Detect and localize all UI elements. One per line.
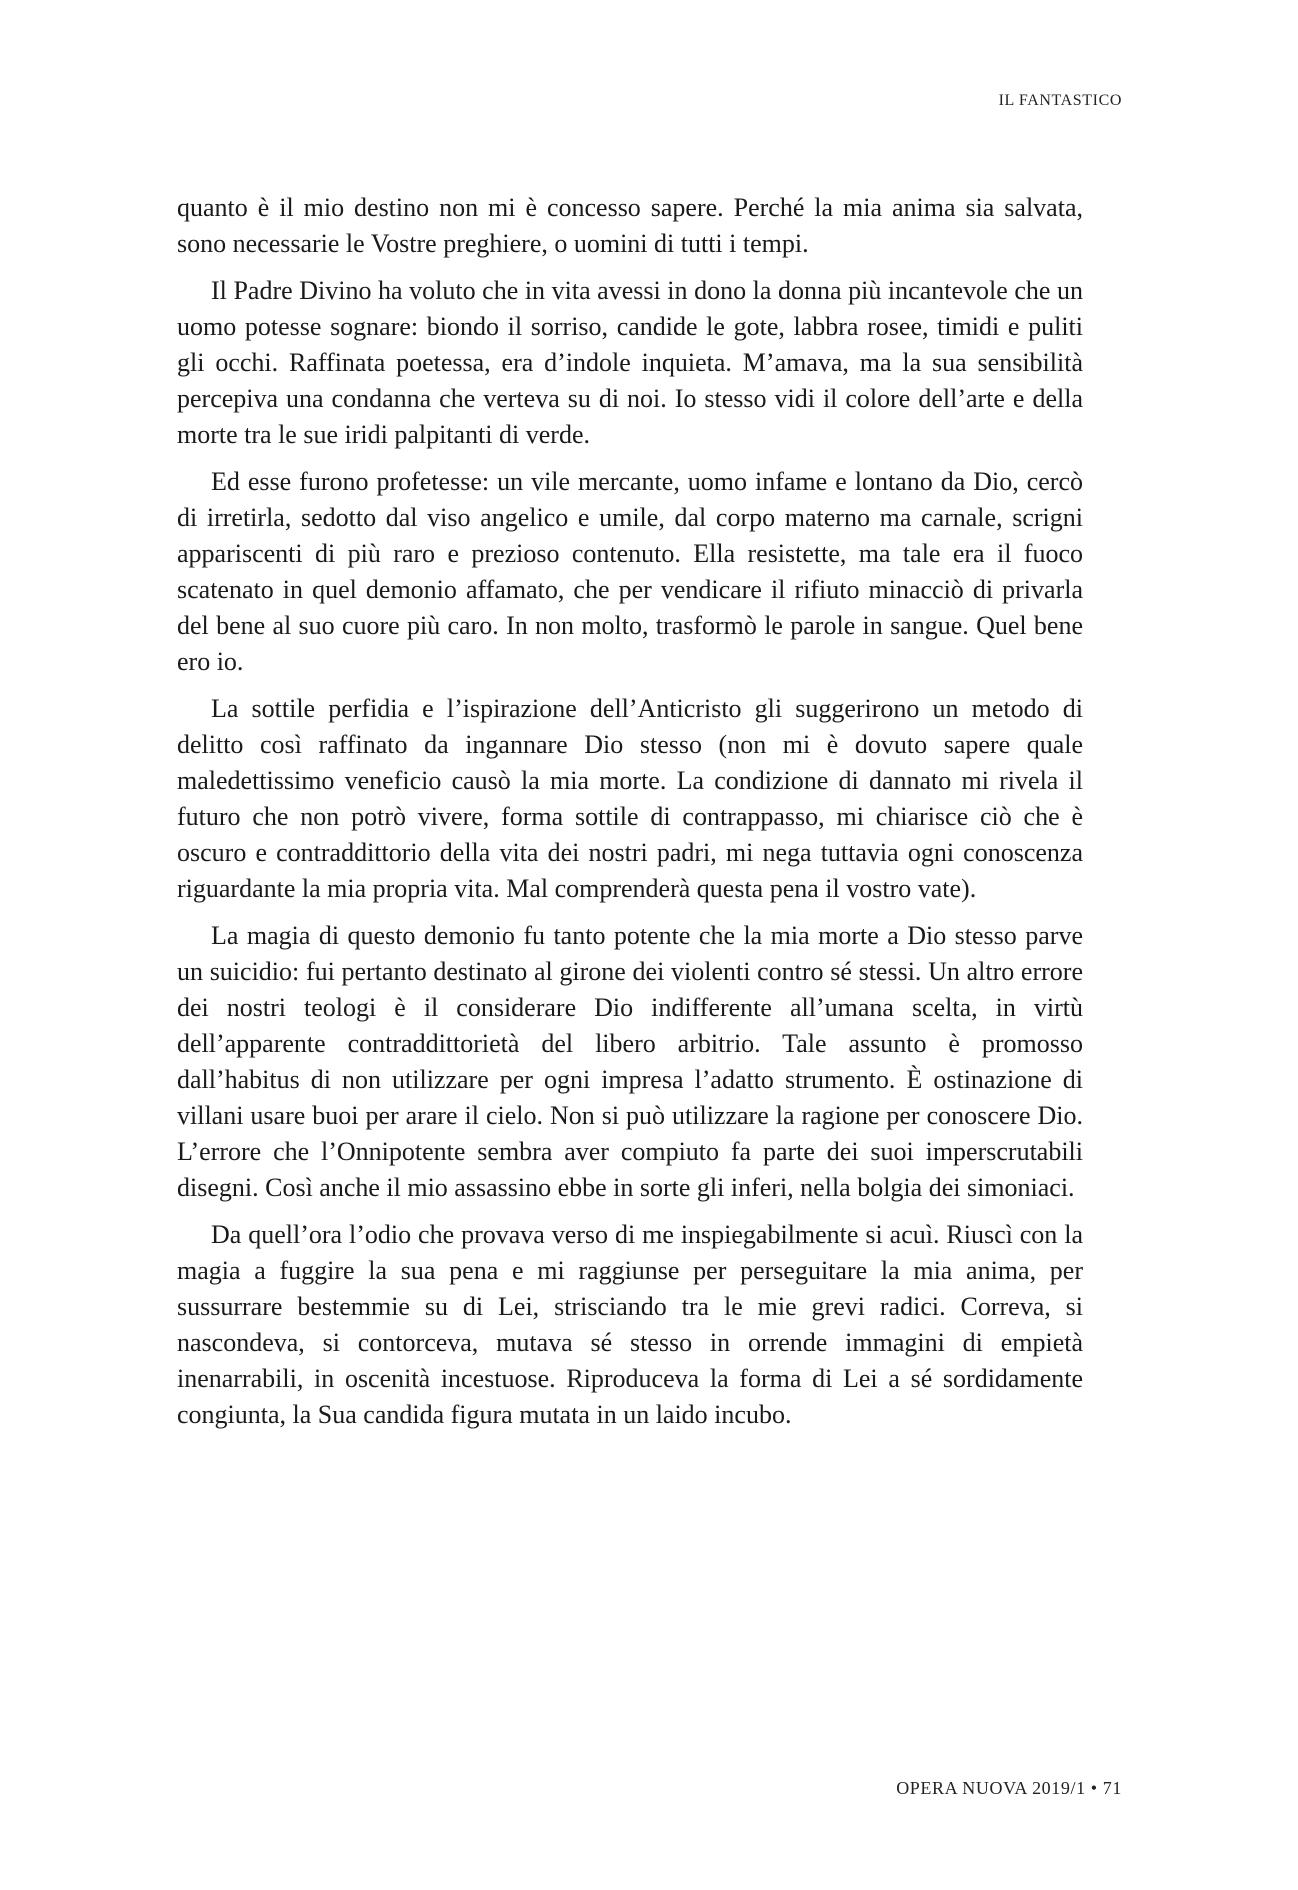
paragraph: La sottile perfidia e l’ispirazione dell’Anticristo gli suggerirono un metodo di delitto così raffinato da ingannare Dio stesso (non mi è dovuto sapere quale maledettissimo veneficio causò la mia morte. La condizione di dannato mi rivela il futuro che non potrò vivere, forma sottile di contrappasso, mi chiarisce ciò che è oscuro e contraddittorio della vita dei nostri padri, mi nega tuttavia ogni conoscenza riguardante la mia propria vita. Mal comprenderà questa pena il vostro vate). <box>177 694 1083 903</box>
paragraph: La magia di questo demonio fu tanto potente che la mia morte a Dio stesso parve un suicidio: fui pertanto destinato al girone dei violenti contro sé stessi. Un altro errore dei nostri teologi è il considerare Dio indifferente all’umana scelta, in virtù dell’apparente contraddittorietà del libero arbitrio. Tale assunto è promosso dall’habitus di non utilizzare per ogni impresa l’adatto strumento. È ostinazione di villani usare buoi per arare il cielo. Non si può utilizzare la ragione per conoscere Dio. L’errore che l’Onnipotente sembra aver compiuto fa parte dei suoi imperscrutabili disegni. Così anche il mio assassino ebbe in sorte gli inferi, nella bolgia dei simoniaci. <box>177 921 1083 1202</box>
paragraph: quanto è il mio destino non mi è concesso sapere. Perché la mia anima sia salvata, sono necessarie le Vostre preghiere, o uomini di tutti i tempi. <box>177 193 1083 258</box>
body-text <box>177 190 1083 1444</box>
paragraph: Il Padre Divino ha voluto che in vita avessi in dono la donna più incantevole che un uomo potesse sognare: biondo il sorriso, candide le gote, labbra rosee, timidi e puliti gli occhi. Raffinata poetessa, era d’indole inquieta. M’amava, ma la sua sensibilità percepiva una condanna che verteva su di noi. Io stesso vidi il colore dell’arte e della morte tra le sue iridi palpitanti di verde. <box>177 276 1083 449</box>
paragraph: Ed esse furono profetesse: un vile mercante, uomo infame e lontano da Dio, cercò di irretirla, sedotto dal viso angelico e umile, dal corpo materno ma carnale, scrigni appariscenti di più raro e prezioso contenuto. Ella resistette, ma tale era il fuoco scatenato in quel demonio affamato, che per vendicare il rifiuto minacciò di privarla del bene al suo cuore più caro. In non molto, trasformò le parole in sangue. Quel bene ero io. <box>177 467 1083 676</box>
running-head: IL FANTASTICO <box>998 92 1122 109</box>
paragraph: Da quell’ora l’odio che provava verso di me inspiegabilmente si acuì. Riuscì con la magia a fuggire la sua pena e mi raggiunse per perseguitare la mia anima, per sussurrare bestemmie su di Lei, strisciando tra le mie grevi radici. Correva, si nascondeva, si contorceva, mutava sé stesso in orrende immagini di empietà inenarrabili, in oscenità incestuose. Riproduceva la forma di Lei a sé sordidamente congiunta, la Sua candida figura mutata in un laido incubo. <box>177 1220 1083 1429</box>
folio-page-number: OPERA NUOVA 2019/1 • 71 <box>896 1778 1122 1798</box>
